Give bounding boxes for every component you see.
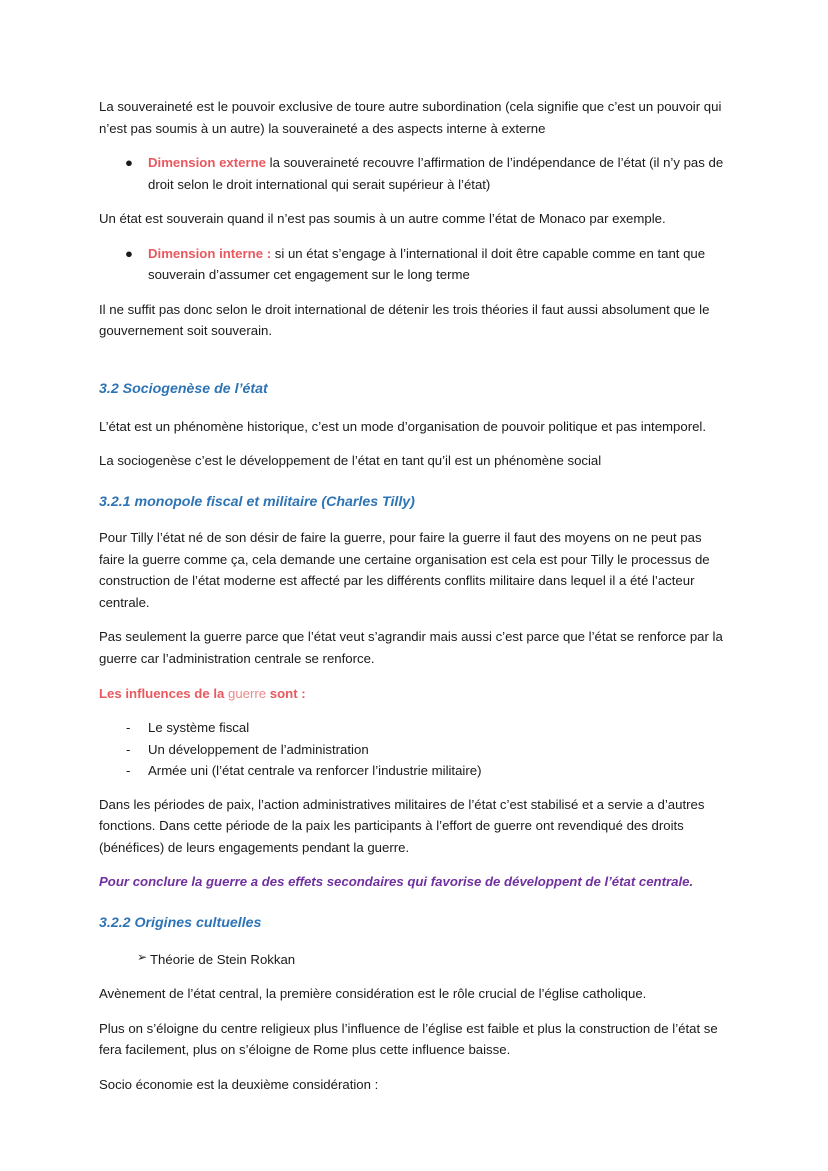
label-dimension-externe: Dimension externe [148,155,266,171]
callout-influences-part-2: guerre [228,685,270,701]
list-item [99,718,725,739]
bullet-disc-icon: ● [125,155,133,171]
bullet-list-dimension-externe [99,152,725,195]
list-item-label: Un développement de l’administration [148,741,369,757]
list-item-label: Le système fiscal [148,720,250,736]
callout-influences-guerre [99,683,725,705]
dash-icon: - [126,720,131,736]
heading-3-2-sociogenese: 3.2 Sociogenèse de l’état [99,380,268,397]
paragraph-sovereignty-definition: La souveraineté est le pouvoir exclusive de toure autre subordination (cela signifie que c’est un pouvoir qui n’est pas soumis à un autre) la souveraineté a des aspects interne à externe [99,99,722,136]
paragraph-etat-se-renforce: Pas seulement la guerre parce que l’état veut s’agrandir mais aussi c’est parce que l’état se renforce par la guerre car l’administration centrale se renforce. [99,629,723,666]
label-dimension-interne: Dimension interne : [148,245,272,261]
text-dimension-interne: si un état s’engage à l’international il doit être capable comme en tant que souverain d’assumer cet engagement sur le long terme [148,245,706,283]
paragraph-periodes-de-paix: Dans les périodes de paix, l’action administratives militaires de l’état c’est stabilisé et a servie a d’autres fonctions. Dans cette période de la paix les participants à l’effort de guerre ont revendiqué des droits (bénéfices) de leurs engagements pendant la guerre. [99,796,705,855]
document-body [99,96,725,1095]
paragraph-trois-theories: Il ne suffit pas donc selon le droit international de détenir les trois théories il faut aussi absolument que le gouvernement soit souverain. [99,301,710,339]
arrow-right-icon: ➢ [137,949,148,964]
list-item-label: Théorie de Stein Rokkan [150,951,296,967]
paragraph-monaco-example: Un état est souverain quand il n’est pas soumis à un autre comme l’état de Monaco par exemple. [99,211,666,227]
paragraph-sociogenese-definition: La sociogenèse c’est le développement de l’état en tant qu’il est un phénomène social [99,453,602,469]
list-item-label: Armée uni (l’état centrale va renforcer l’industrie militaire) [148,763,482,779]
arrow-list-theories [99,949,725,971]
text-dimension-externe: la souveraineté recouvre l’affirmation de l’indépendance de l’état (il n’y pas de droit selon le droit international qui serait supérieur à l’état) [148,155,724,192]
list-item [99,740,725,761]
list-item [99,761,725,782]
bullet-list-dimension-interne [99,243,725,286]
dash-icon: - [126,763,131,779]
dash-icon: - [126,741,131,757]
paragraph-centre-religieux: Plus on s’éloigne du centre religieux plus l’influence de l’église est faible et plus la construction de l’état se fera facilement, plus on s’éloigne de Rome plus cette influence baisse. [99,1020,718,1058]
paragraph-socio-economie: Socio économie est la deuxième considération : [99,1076,379,1092]
dash-list-influences [99,718,725,782]
list-item-dimension-interne [99,243,725,286]
callout-influences-part-3: sont : [269,685,306,701]
conclusion-guerre-effets: Pour conclure la guerre a des effets secondaires qui favorise de développent de l’état centrale. [99,874,694,890]
paragraph-phenomene-historique: L’état est un phénomène historique, c’est un mode d’organisation de pouvoir politique et pas intemporel. [99,418,707,434]
heading-3-2-2-origines: 3.2.2 Origines cultuelles [99,914,262,931]
list-item [99,949,725,971]
paragraph-eglise-catholique: Avènement de l’état central, la première considération est le rôle crucial de l’église catholique. [99,986,647,1002]
paragraph-tilly-guerre: Pour Tilly l’état né de son désir de faire la guerre, pour faire la guerre il faut des moyens on ne peut pas faire la guerre comme ça, cela demande une certaine organisation est cela est pour Tilly le processus de construction de l’état moderne est affecté par les différents conflits militaire dans lequel il a été l’acteur centrale. [99,530,710,610]
heading-3-2-1-monopole: 3.2.1 monopole fiscal et militaire (Charles Tilly) [99,493,415,510]
list-item-dimension-externe [99,152,725,195]
bullet-disc-icon: ● [125,245,133,261]
callout-influences-part-1: Les influences de la [99,685,228,701]
